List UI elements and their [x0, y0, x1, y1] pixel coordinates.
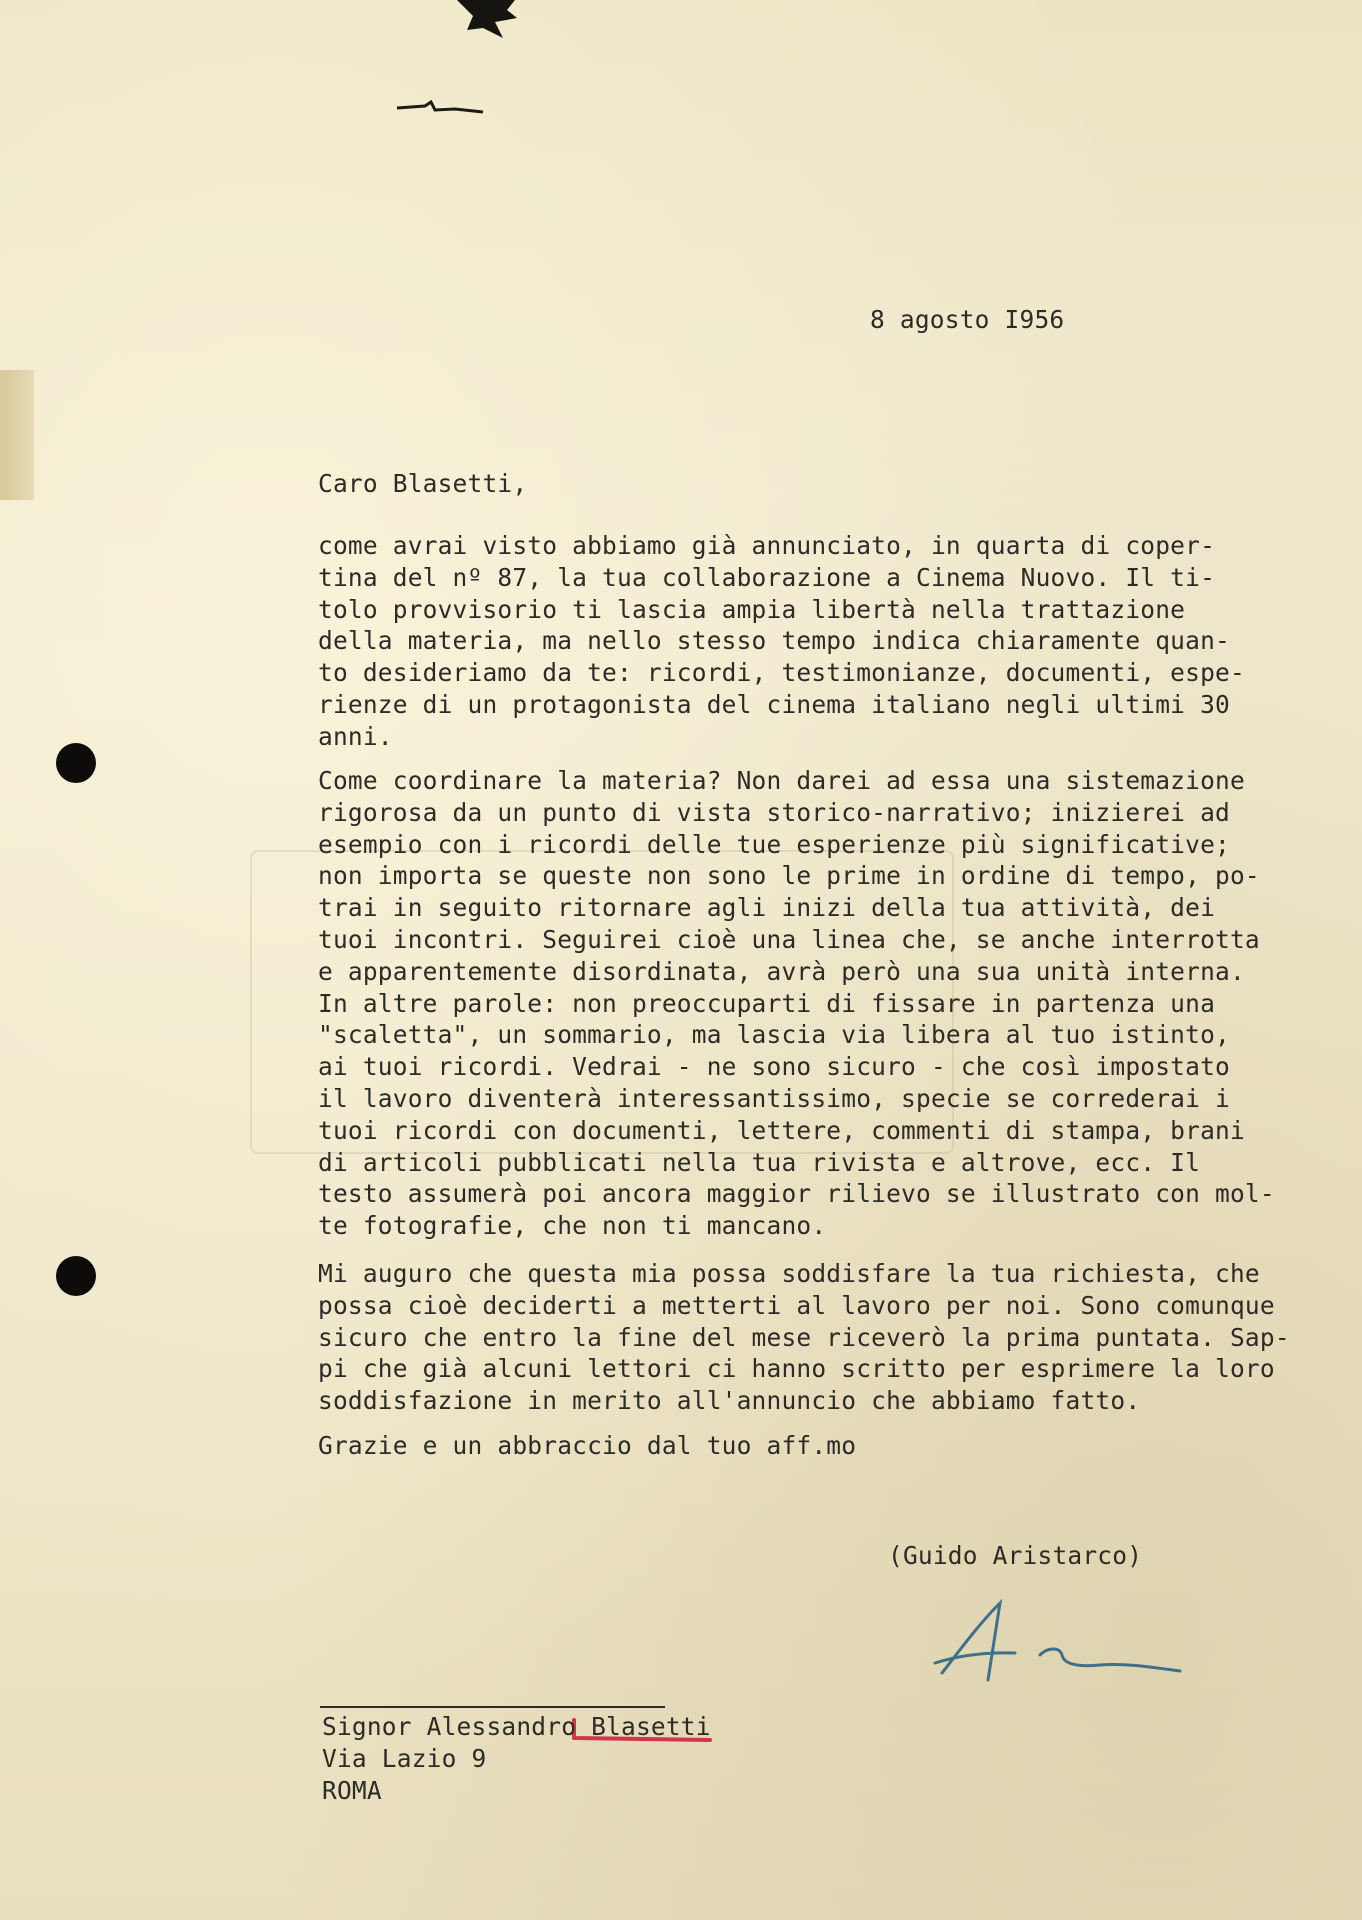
text-line: te fotografie, che non ti mancano. [318, 1211, 827, 1241]
punch-hole-top [56, 743, 96, 783]
text-line: pi che già alcuni lettori ci hanno scritto per esprimere la loro [318, 1354, 1275, 1384]
text-line: trai in seguito ritornare agli inizi della tua attività, dei [318, 893, 1216, 923]
paper-edge-strip [0, 370, 34, 500]
text-line: anni. [318, 721, 393, 751]
text-line: ai tuoi ricordi. Vedrai - ne sono sicuro - che così impostato [318, 1052, 1230, 1082]
address-rule [320, 1706, 665, 1708]
text-line: Mi auguro che questa mia possa soddisfare la tua richiesta, che [318, 1259, 1260, 1288]
text-line: rigorosa da un punto di vista storico-narrativo; inizierei ad [318, 797, 1230, 827]
text-line: tuoi ricordi con documenti, lettere, commenti di stampa, brani [318, 1115, 1245, 1145]
text-line: In altre parole: non preoccuparti di fissare in partenza una [318, 988, 1216, 1018]
text-line: "scaletta", un sommario, ma lascia via libera al tuo istinto, [318, 1020, 1230, 1050]
text-line: il lavoro diventerà interessantissimo, specie se correderai i [318, 1083, 1230, 1113]
torn-corner-mark [455, 0, 525, 40]
text-line: testo assumerà poi ancora maggior rilievo se illustrato con mol- [318, 1179, 1275, 1209]
text-line: come avrai visto abbiamo già annunciato, in quarta di coper- [318, 531, 1216, 560]
text-line: esempio con i ricordi delle tue esperienze più significative; [318, 829, 1230, 859]
paragraph-1 [318, 530, 1245, 753]
text-line: di articoli pubblicati nella tua rivista e altrove, ecc. Il [318, 1147, 1201, 1177]
text-line: Come coordinare la materia? Non darei ad essa una sistemazione [318, 766, 1245, 795]
text-line: tina del nº 87, la tua collaborazione a Cinema Nuovo. Il ti- [318, 562, 1216, 592]
letter-closing: Grazie e un abbraccio dal tuo aff.mo [318, 1431, 857, 1460]
text-line: e apparentemente disordinata, avrà però una sua unità interna. [318, 956, 1245, 986]
handwritten-signature [930, 1595, 1190, 1695]
text-line: tolo provvisorio ti lascia ampia libertà nella trattazione [318, 594, 1186, 624]
ink-smudge-mark [395, 100, 485, 120]
punch-hole-bottom [56, 1256, 96, 1296]
sender-name: (Guido Aristarco) [888, 1541, 1143, 1570]
text-line: tuoi incontri. Seguirei cioè una linea che, se anche interrotta [318, 924, 1260, 954]
text-line: sicuro che entro la fine del mese riceverò la prima puntata. Sap- [318, 1322, 1290, 1352]
letter-date: 8 agosto I956 [870, 305, 1065, 334]
address-line: Via Lazio 9 [322, 1743, 487, 1773]
text-line: non importa se queste non sono le prime in ordine di tempo, po- [318, 861, 1260, 891]
letter-salutation: Caro Blasetti, [318, 469, 528, 498]
text-line: possa cioè deciderti a metterti al lavoro per noi. Sono comunque [318, 1290, 1275, 1320]
text-line: to desideriamo da te: ricordi, testimonianze, documenti, espe- [318, 658, 1245, 688]
text-line: soddisfazione in merito all'annuncio che abbiamo fatto. [318, 1386, 1141, 1416]
paragraph-3 [318, 1258, 1290, 1417]
address-line: Signor Alessandro Blasetti [322, 1712, 711, 1741]
recipient-address [322, 1711, 711, 1806]
text-line: della materia, ma nello stesso tempo indica chiaramente quan- [318, 626, 1230, 656]
paragraph-2 [318, 765, 1275, 1242]
address-line: ROMA [322, 1775, 382, 1805]
text-line: rienze di un protagonista del cinema italiano negli ultimi 30 [318, 689, 1230, 719]
